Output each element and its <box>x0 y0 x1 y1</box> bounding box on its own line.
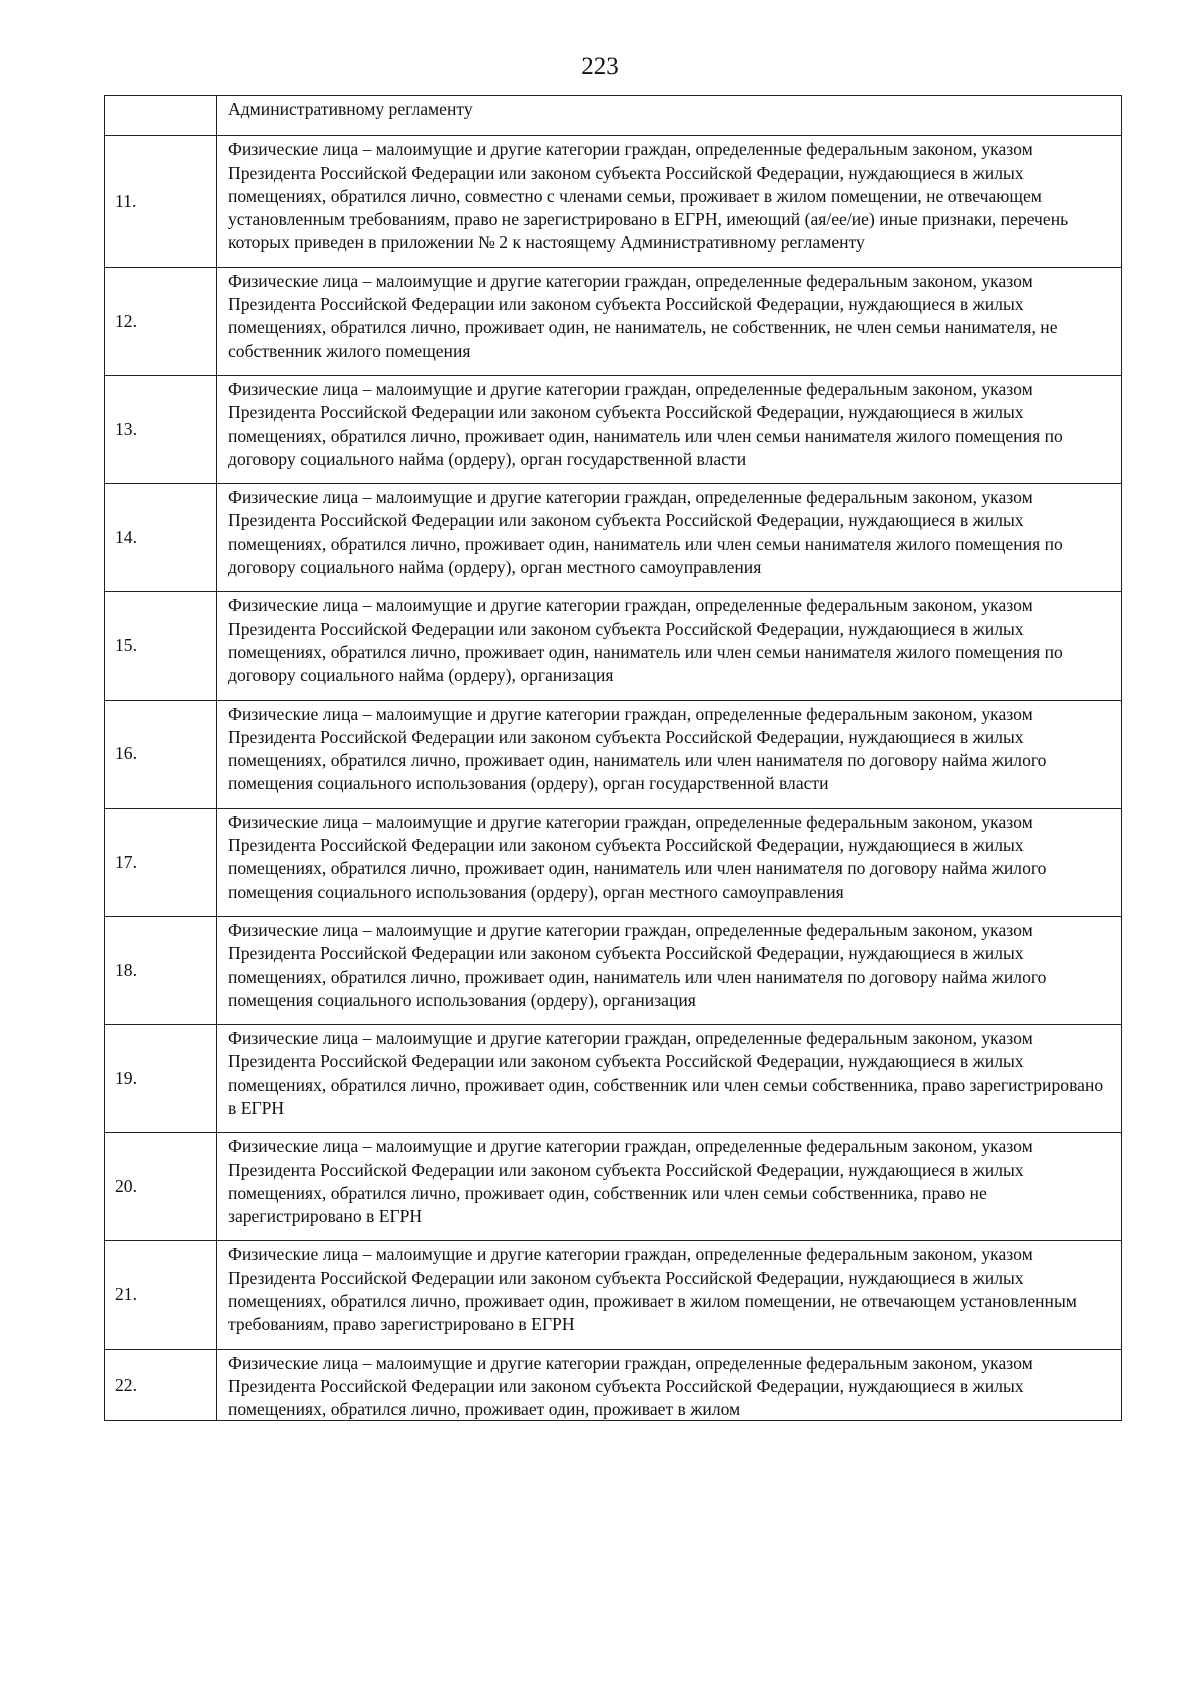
table-row <box>105 484 1122 592</box>
row-text-cell: Физические лица – малоимущие и другие категории граждан, определенные федеральным законом, указом Президента Российской Федерации или законом субъекта Российской Федерации, нуждающиеся в жилых помещениях, обратился лично, совместно с членами семьи, проживает в жилом помещении, не отвечающем установленным требованиям, право не зарегистрировано в ЕГРН, имеющий (ая/ее/ие) иные признаки, перечень которых приведен в приложении № 2 к настоящему Административному регламенту <box>217 136 1122 267</box>
table-row <box>105 96 1122 136</box>
row-number-cell: 16. <box>105 700 217 808</box>
row-text-cell: Физические лица – малоимущие и другие категории граждан, определенные федеральным законом, указом Президента Российской Федерации или законом субъекта Российской Федерации, нуждающиеся в жилых помещениях, обратился лично, проживает один, собственник или член семьи собственника, право зарегистрировано в ЕГРН <box>217 1025 1122 1133</box>
row-text-cell: Административному регламенту <box>217 96 1122 136</box>
table-row <box>105 592 1122 700</box>
table-row <box>105 808 1122 916</box>
row-number-cell: 20. <box>105 1133 217 1241</box>
table-row <box>105 916 1122 1024</box>
table-row <box>105 1025 1122 1133</box>
row-number-cell: 11. <box>105 136 217 267</box>
table-row <box>105 700 1122 808</box>
row-text-clipped: Физические лица – малоимущие и другие категории граждан, определенные федеральным законом, указом Президента Российской Федерации или законом субъекта Российской Федерации, нуждающиеся в жилых помещениях, обратился лично, проживает один, проживает в жилом <box>228 1352 1033 1420</box>
row-number-cell: 15. <box>105 592 217 700</box>
row-text-cell: Физические лица – малоимущие и другие категории граждан, определенные федеральным законом, указом Президента Российской Федерации или законом субъекта Российской Федерации, нуждающиеся в жилых помещениях, обратился лично, проживает один, наниматель или член нанимателя по договору найма жилого помещения социального использования (ордеру), орган государственной власти <box>217 700 1122 808</box>
row-number-cell: 14. <box>105 484 217 592</box>
table-row <box>105 136 1122 267</box>
row-text-cell: Физические лица – малоимущие и другие категории граждан, определенные федеральным законом, указом Президента Российской Федерации или законом субъекта Российской Федерации, нуждающиеся в жилых помещениях, обратился лично, проживает один, не наниматель, не собственник, не член семьи нанимателя, не собственник жилого помещения <box>217 267 1122 375</box>
table-row <box>105 1133 1122 1241</box>
regulation-table <box>104 95 1122 1421</box>
row-text-cell: Физические лица – малоимущие и другие категории граждан, определенные федеральным законом, указом Президента Российской Федерации или законом субъекта Российской Федерации, нуждающиеся в жилых помещениях, обратился лично, проживает один, проживает в жилом помещении, не отвечающем установленным требованиям, право зарегистрировано в ЕГРН <box>217 1241 1122 1349</box>
row-number-cell: 12. <box>105 267 217 375</box>
regulation-table-body <box>105 96 1122 1421</box>
row-number-cell: 18. <box>105 916 217 1024</box>
table-row <box>105 1241 1122 1349</box>
row-number-cell: 19. <box>105 1025 217 1133</box>
row-text-cell: Физические лица – малоимущие и другие категории граждан, определенные федеральным законом, указом Президента Российской Федерации или законом субъекта Российской Федерации, нуждающиеся в жилых помещениях, обратился лично, проживает один, наниматель или член нанимателя по договору найма жилого помещения социального использования (ордеру), орган местного самоуправления <box>217 808 1122 916</box>
row-text-cell: Физические лица – малоимущие и другие категории граждан, определенные федеральным законом, указом Президента Российской Федерации или законом субъекта Российской Федерации, нуждающиеся в жилых помещениях, обратился лично, проживает один, наниматель или член нанимателя по договору найма жилого помещения социального использования (ордеру), организация <box>217 916 1122 1024</box>
table-row <box>105 1349 1122 1420</box>
row-number-cell: 22. <box>105 1349 217 1420</box>
row-number-cell: 13. <box>105 375 217 483</box>
table-row <box>105 267 1122 375</box>
row-text-cell: Физические лица – малоимущие и другие категории граждан, определенные федеральным законом, указом Президента Российской Федерации или законом субъекта Российской Федерации, нуждающиеся в жилых помещениях, обратился лично, проживает один, наниматель или член семьи нанимателя жилого помещения по договору социального найма (ордеру), орган местного самоуправления <box>217 484 1122 592</box>
row-text-cell: Физические лица – малоимущие и другие категории граждан, определенные федеральным законом, указом Президента Российской Федерации или законом субъекта Российской Федерации, нуждающиеся в жилых помещениях, обратился лично, проживает один, наниматель или член семьи нанимателя жилого помещения по договору социального найма (ордеру), орган государственной власти <box>217 375 1122 483</box>
row-text-cell: Физические лица – малоимущие и другие категории граждан, определенные федеральным законом, указом Президента Российской Федерации или законом субъекта Российской Федерации, нуждающиеся в жилых помещениях, обратился лично, проживает один, собственник или член семьи собственника, право не зарегистрировано в ЕГРН <box>217 1133 1122 1241</box>
row-text-cell <box>217 1349 1122 1420</box>
row-number-cell: 17. <box>105 808 217 916</box>
row-number-cell: 21. <box>105 1241 217 1349</box>
row-number-cell <box>105 96 217 136</box>
table-row <box>105 375 1122 483</box>
row-text-cell: Физические лица – малоимущие и другие категории граждан, определенные федеральным законом, указом Президента Российской Федерации или законом субъекта Российской Федерации, нуждающиеся в жилых помещениях, обратился лично, проживает один, наниматель или член семьи нанимателя жилого помещения по договору социального найма (ордеру), организация <box>217 592 1122 700</box>
page-number: 223 <box>581 53 619 80</box>
